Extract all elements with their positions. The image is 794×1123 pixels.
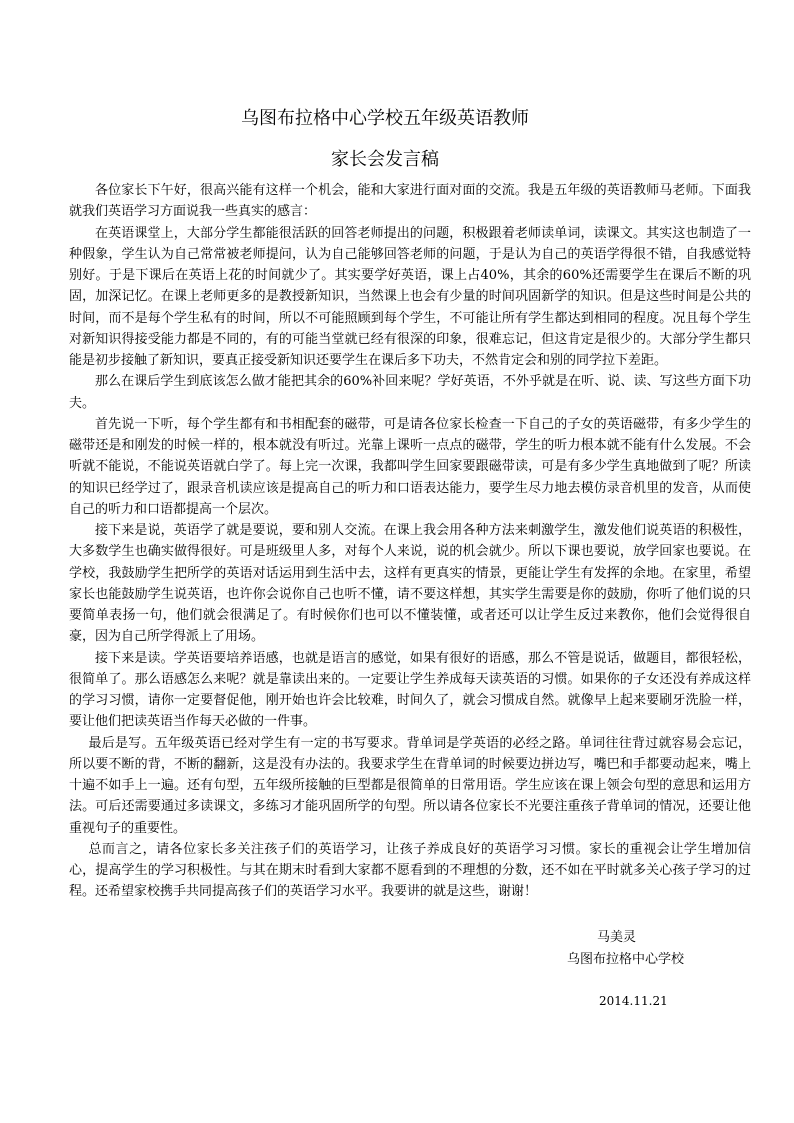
- paragraph-reading: 接下来是读。学英语要培养语感，也就是语言的感觉，如果有很好的语感，那么不管是说话，做题目，都很轻松，很简单了。那么语感怎么来呢？就是靠读出来的。一定要让学生养成每天读英语的习惯。如果你的子女还没有养成这样的学习习惯，请你一定要督促他，刚开始也许会比较难，时间久了，就会习惯成自然。就像早上起来要刷牙洗脸一样，要让他们把读英语当作每天必做的一件事。: [69, 650, 751, 730]
- paragraph-classroom: 在英语课堂上，大部分学生都能很活跃的回答老师提出的问题，积极跟着老师读单词，读课文。其实这也制造了一种假象，学生认为自己常常被老师提问，认为自己能够回答老师的问题，于是认为自己的英语学得很不错，自我感觉特别好。于是下课后在英语上花的时间就少了。其实要学好英语，课上占40%，其余的60%还需要学生在课后不断的巩固，加深记忆。在课上老师更多的是教授新知识，当然课上也会有少量的时间巩固新学的知识。但是这些时间是公共的时间，而不是每个学生私有的时间，所以不可能照顾到每个学生，不可能让所有学生都达到相同的程度。况且每个学生对新知识得接受能力都是不同的，有的可能当堂就已经有很深的印象，很难忘记，但这肯定是很少的。大部分学生都只能是初步接触了新知识，要真正接受新知识还要学生在课后多下功夫，不然肯定会和别的同学拉下差距。: [69, 225, 751, 368]
- paragraph-conclusion: 总而言之，请各位家长多关注孩子们的英语学习，让孩子养成良好的英语学习习惯。家长的重视会让学生增加信心，提高学生的学习积极性。与其在期末时看到大家都不愿看到的不理想的分数，还不如在平时就多关心孩子学习的过程。还希望家校携手共同提高孩子们的英语学习水平。我要讲的就是这些，谢谢！: [69, 841, 751, 900]
- signature-school: 乌图布拉格中心学校: [567, 952, 685, 967]
- document-body: [69, 180, 751, 903]
- paragraph-speaking: 接下来是说，英语学了就是要说，要和别人交流。在课上我会用各种方法来刺激学生，激发他们说英语的积极性，大多数学生也确实做得很好。可是班级里人多，对每个人来说，说的机会就少。所以下课也要说，放学回家也要说。在学校，我鼓励学生把所学的英语对话运用到生活中去，这样有更真实的情景，更能让学生有发挥的余地。在家里，希望家长也能鼓励学生说英语，也许你会说你自己也听不懂，请不要这样想，其实学生需要是你的鼓励，你听了他们说的只要简单表扬一句，他们就会很满足了。有时候你们也可以不懂装懂，或者还可以让学生反过来教你，他们会觉得很自豪，因为自己所学得派上了用场。: [69, 523, 751, 645]
- signature-name: 马美灵: [597, 930, 637, 945]
- document-title: 乌图布拉格中心学校五年级英语教师: [241, 108, 529, 129]
- signature-date: 2014.11.21: [599, 994, 668, 1008]
- document-page: [69, 0, 751, 1123]
- paragraph-listening: 首先说一下听，每个学生都有和书相配套的磁带，可是请各位家长检查一下自己的子女的英语磁带，有多少学生的磁带还是和刚发的时候一样的，根本就没有听过。光靠上课听一点点的磁带，学生的听力根本就不能有什么发展。不会听就不能说，不能说英语就白学了。每上完一次课，我都叫学生回家要跟磁带读，可是有多少学生真地做到了呢？所读的知识已经学过了，跟录音机读应该是提高自己的听力和口语表达能力，要学生尽力地去模仿录音机里的发音，从而使自己的听力和口语都提高一个层次。: [69, 416, 751, 517]
- paragraph-writing: 最后是写。五年级英语已经对学生有一定的书写要求。背单词是学英语的必经之路。单词往往背过就容易会忘记，所以要不断的背，不断的翻新，这是没有办法的。我要求学生在背单词的时候要边拼边写，嘴巴和手都要动起来，嘴上十遍不如手上一遍。还有句型，五年级所接触的巨型都是很简单的日常用语。学生应该在课上领会句型的意思和运用方法。可后还需要通过多读课文，多练习才能巩固所学的句型。所以请各位家长不光要注重孩子背单词的情况，还要让他重视句子的重要性。: [69, 735, 751, 836]
- document-subtitle: 家长会发言稿: [331, 149, 439, 170]
- paragraph-after-class: 那么在课后学生到底该怎么做才能把其余的60%补回来呢？学好英语，不外乎就是在听、说、读、写这些方面下功夫。: [69, 374, 751, 411]
- paragraph-greeting: 各位家长下午好，很高兴能有这样一个机会，能和大家进行面对面的交流。我是五年级的英语教师马老师。下面我就我们英语学习方面说我一些真实的感言：: [69, 183, 751, 220]
